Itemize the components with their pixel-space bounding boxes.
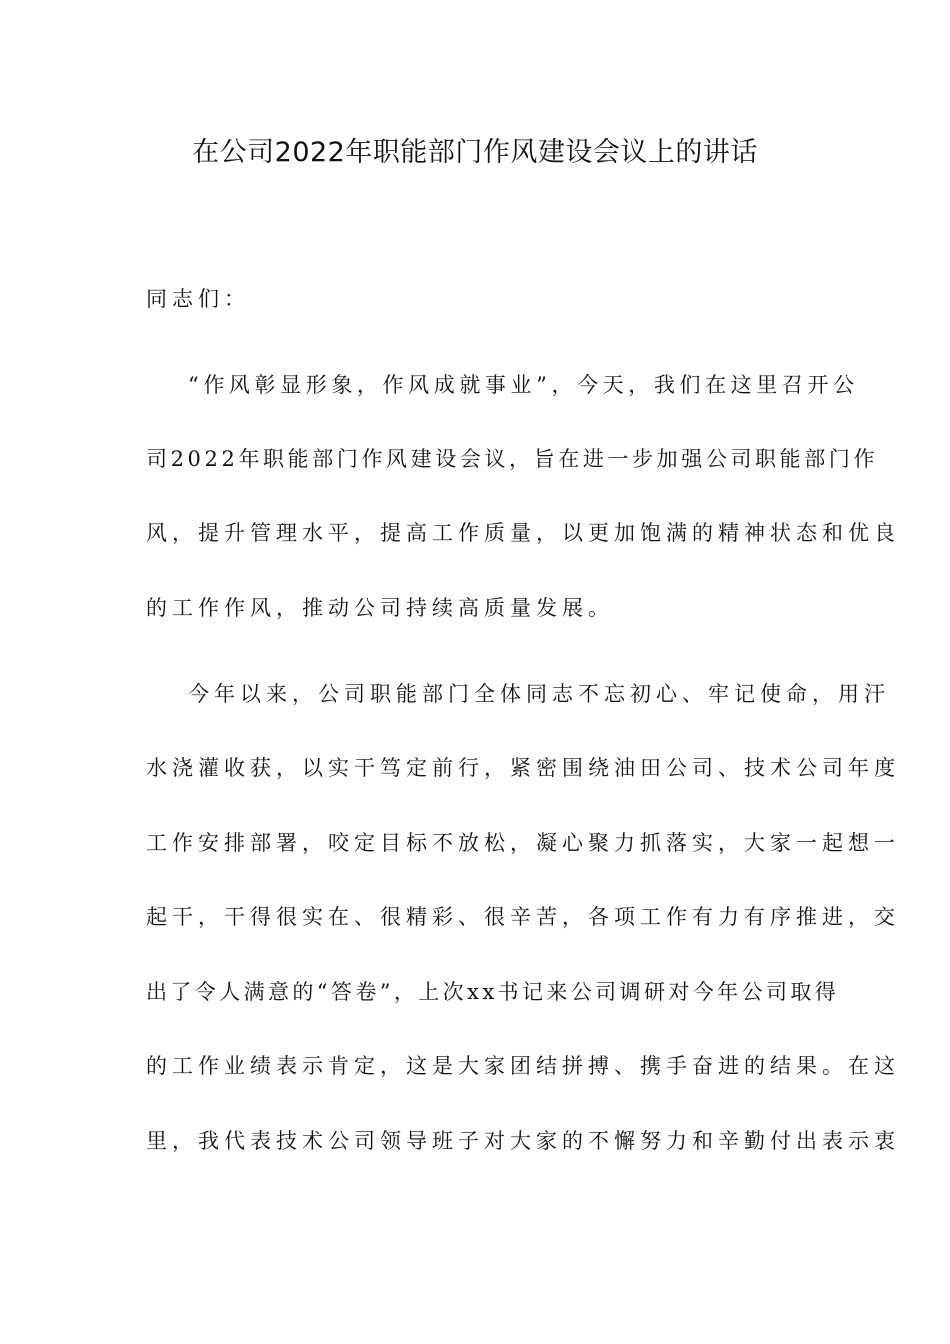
paragraph-2-line-2: 水浇灌收获，以实干笃定前行，紧密围绕油田公司、技术公司年度	[146, 756, 900, 780]
paragraph-1-line-1: “作风彰显形象，作风成就事业”，今天，我们在这里召开公	[188, 373, 859, 397]
paragraph-2-line-3: 工作安排部署，咬定目标不放松，凝心聚力抓落实，大家一起想一	[146, 831, 900, 855]
paragraph-2-line-6: 的工作业绩表示肯定，这是大家团结拼搏、携手奋进的结果。在这	[146, 1054, 900, 1078]
paragraph-2-line-7: 里，我代表技术公司领导班子对大家的不懈努力和辛勤付出表示衷	[146, 1129, 900, 1153]
paragraph-1-line-3: 风，提升管理水平，提高工作质量，以更加饱满的精神状态和优良	[146, 521, 900, 545]
paragraph-2-line-5: 出了令人满意的“答卷”，上次xx书记来公司调研对今年公司取得	[146, 980, 840, 1004]
document-title: 在公司2022年职能部门作风建设会议上的讲话	[192, 137, 758, 168]
paragraph-2-line-4: 起干，干得很实在、很精彩、很辛苦，各项工作有力有序推进，交	[146, 905, 900, 929]
paragraph-1-line-2: 司2022年职能部门作风建设会议，旨在进一步加强公司职能部门作	[146, 447, 879, 471]
paragraph-2-line-1: 今年以来，公司职能部门全体同志不忘初心、牢记使命，用汗	[188, 682, 890, 706]
salutation: 同志们：	[146, 287, 250, 311]
paragraph-1-line-4: 的工作作风，推动公司持续高质量发展。	[146, 596, 614, 620]
